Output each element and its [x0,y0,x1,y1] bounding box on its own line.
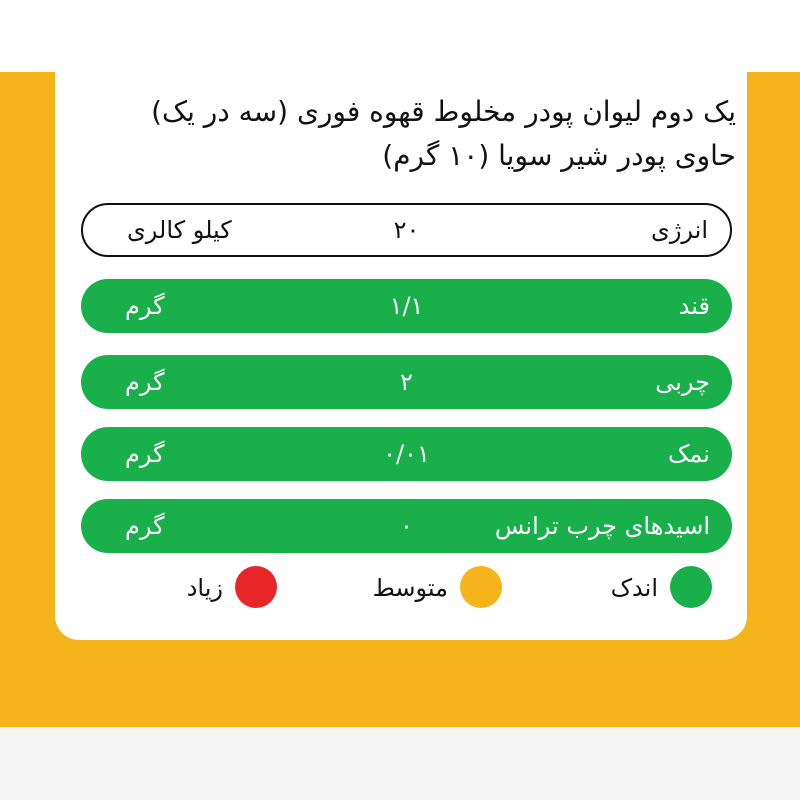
salt-unit: گرم [125,440,165,468]
trans-fat-label: اسیدهای چرب ترانس [494,512,710,540]
title-line-1: یک دوم لیوان پودر مخلوط قهوه فوری (سه در یک) [151,95,736,128]
sugar-value: ۱/۱ [389,292,424,320]
legend-low [600,566,715,610]
legend-high-label: زیاد [186,574,223,602]
legend-low-label: اندک [610,574,658,602]
yellow-dot-icon [460,566,502,608]
sugar-row [81,279,732,333]
fat-value: ۲ [400,368,413,396]
top-background [0,0,800,72]
legend-medium-label: متوسط [372,574,448,602]
energy-unit: کیلو کالری [127,216,232,244]
salt-row [81,427,732,481]
energy-row [81,203,732,257]
energy-label: انرژی [651,216,708,244]
product-title [70,90,736,178]
fat-unit: گرم [125,368,165,396]
bottom-background [0,727,800,800]
trans-fat-value: ۰ [400,512,413,540]
legend-high [170,566,280,610]
legend-medium [360,566,505,610]
trans-fat-unit: گرم [125,512,165,540]
sugar-label: قند [678,292,710,320]
salt-value: ۰/۰۱ [383,440,430,468]
red-dot-icon [235,566,277,608]
salt-label: نمک [667,440,710,468]
trans-fat-row [81,499,732,553]
green-dot-icon [670,566,712,608]
fat-row [81,355,732,409]
sugar-unit: گرم [125,292,165,320]
fat-label: چربی [655,368,710,396]
title-line-2: حاوی پودر شیر سویا (۱۰ گرم) [382,139,736,172]
energy-value: ۲۰ [393,216,420,244]
